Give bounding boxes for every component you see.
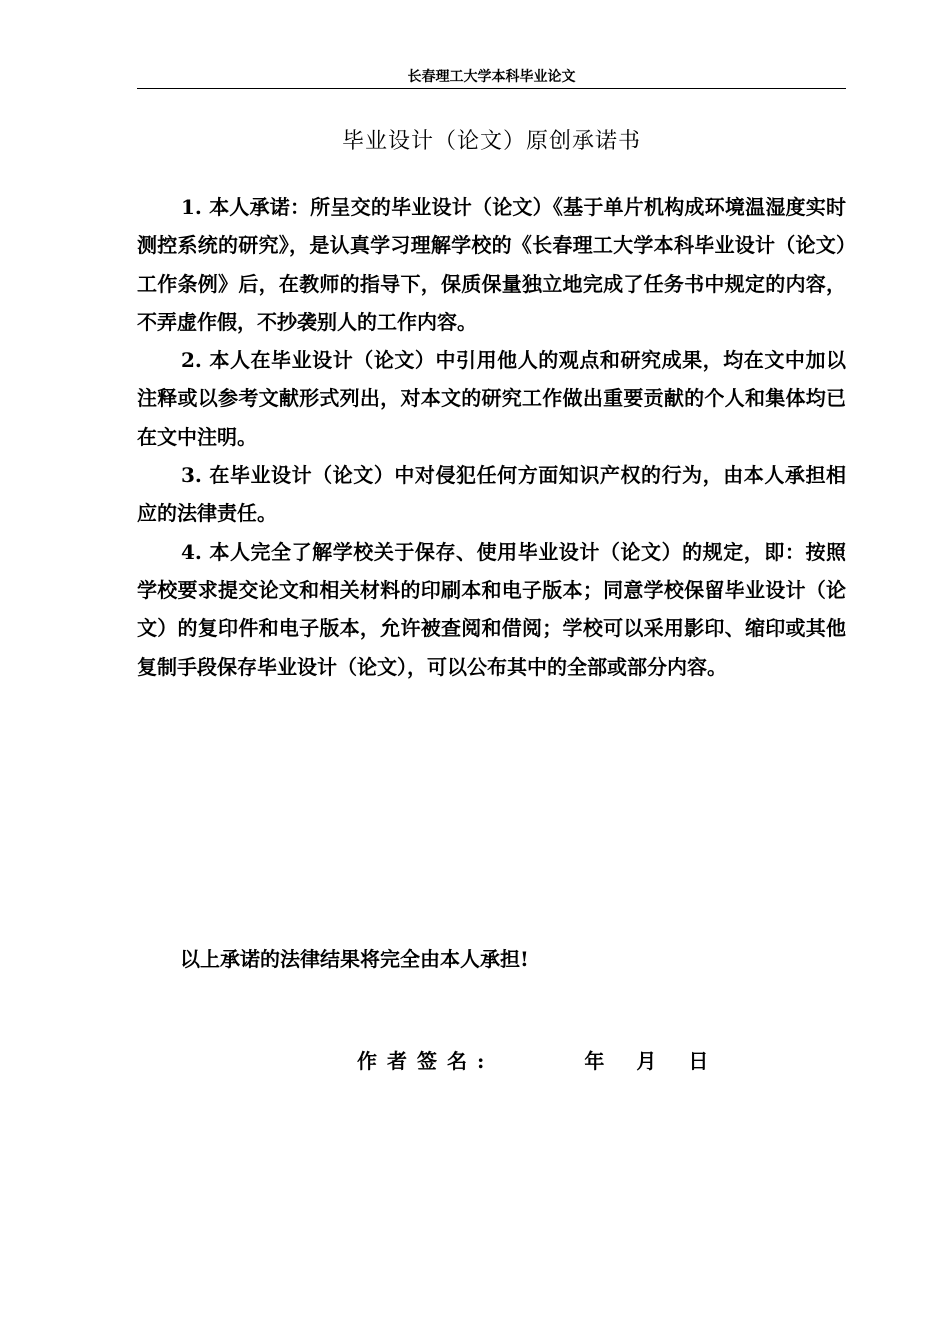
- document-title: 毕业设计（论文）原创承诺书: [341, 129, 641, 154]
- pledge-paragraph-1: 1. 本人承诺：所呈交的毕业设计（论文）《基于单片机构成环境温湿度实时测控系统的研究》，是认真学习理解学校的《长春理工大学本科毕业设计（论文）工作条例》后，在教师的指导下，保质保量独立地完成了任务书中规定的内容，不弄虚作假，不抄袭别人的工作内容。: [137, 195, 846, 334]
- pledge-paragraph-2: 2. 本人在毕业设计（论文）中引用他人的观点和研究成果，均在文中加以注释或以参考文献形式列出，对本文的研究工作做出重要贡献的个人和集体均已在文中注明。: [137, 348, 846, 449]
- running-header-text: 长春理工大学本科毕业论文: [407, 69, 576, 85]
- signature-label: 作者签名:: [357, 1049, 495, 1073]
- date-year-label: 年: [584, 1049, 605, 1073]
- running-header: [137, 66, 846, 89]
- pledge-body: [137, 188, 846, 686]
- date-day-label: 日: [688, 1049, 709, 1073]
- pledge-paragraph-3: 3. 在毕业设计（论文）中对侵犯任何方面知识产权的行为，由本人承担相应的法律责任。: [137, 463, 846, 526]
- signature-row: [357, 1044, 708, 1078]
- closing-statement: 以上承诺的法律结果将完全由本人承担!: [180, 947, 529, 971]
- date-month-label: 月: [636, 1049, 657, 1073]
- pledge-paragraph-4: 4. 本人完全了解学校关于保存、使用毕业设计（论文）的规定，即：按照学校要求提交论文和相关材料的印刷本和电子版本；同意学校保留毕业设计（论文）的复印件和电子版本，允许被查阅和借阅；学校可以采用影印、缩印或其他复制手段保存毕业设计（论文），可以公布其中的全部或部分内容。: [137, 539, 846, 679]
